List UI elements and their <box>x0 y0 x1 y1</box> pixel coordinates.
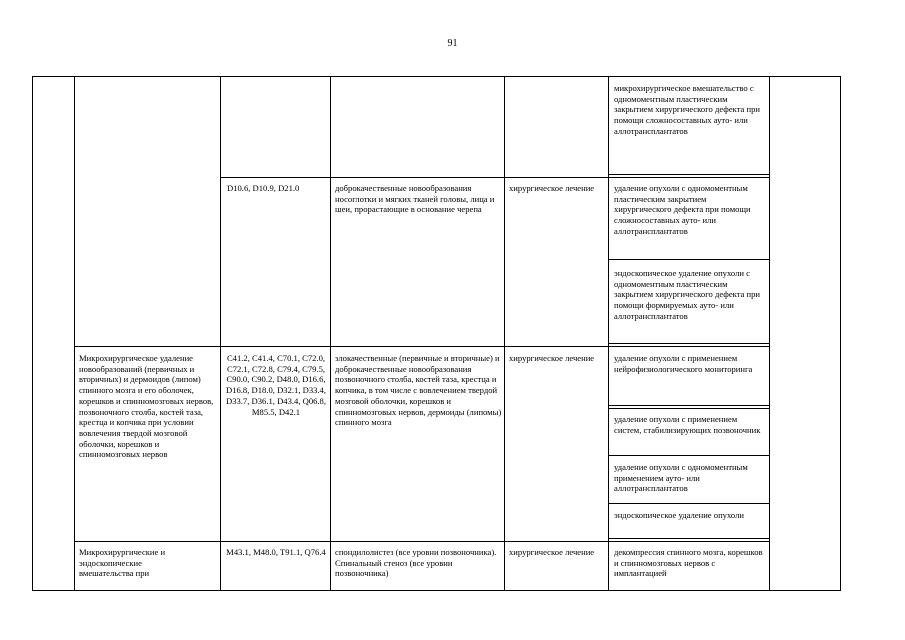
table-border-top <box>32 76 840 77</box>
patient-model-cell: доброкачественные новообразования носоглотки и мягких тканей головы, лица и шеи, прорастающие в основание черепа <box>335 183 495 215</box>
treatment-type-cell: хирургическое лечение <box>509 183 595 193</box>
row-divider <box>608 455 769 456</box>
method-cell: микрохирургическое вмешательство с одномоментным пластическим закрытием хирургического дефекта при помощи сложносоставных ауто- или аллотрансплантатов <box>614 83 761 136</box>
column-divider <box>504 76 505 591</box>
row-divider <box>608 259 769 260</box>
method-cell: удаление опухоли с применением нейрофизиологического мониторинга <box>614 353 753 374</box>
method-cell: эндоскопическое удаление опухоли с одномоментным пластическим закрытием хирургического дефекта при помощи формируемых ауто- или аллотрансплантатов <box>614 268 761 321</box>
icd-codes-cell: C41.2, C41.4, C70.1, C72.0, C72.1, C72.8, C79.4, C79.5, C90.0, C90.2, D48.0, D16.6, D16.8, D18.0, D32.1, D33.4, D33.7, D36.1, D43.4, Q06.8, M85.5, D42.1 <box>225 353 327 417</box>
column-divider <box>769 76 770 591</box>
table-border-bottom <box>32 590 840 591</box>
row-divider <box>220 177 769 178</box>
treatment-type-cell: хирургическое лечение <box>509 353 595 363</box>
page-number: 91 <box>447 38 458 49</box>
row-divider <box>608 503 769 504</box>
icd-codes-cell: M43.1, M48.0, T91.1, Q76.4 <box>226 547 326 557</box>
row-divider <box>608 343 769 344</box>
column-divider <box>74 76 75 591</box>
column-divider <box>220 76 221 591</box>
intervention-name-cell: Микрохирургические и эндоскопические вмешательства при <box>79 547 166 579</box>
patient-model-cell: спондилолистез (все уровни позвоночника). Спинальный стеноз (все уровни позвоночника) <box>335 547 497 579</box>
row-divider <box>608 538 769 539</box>
column-divider <box>32 76 33 591</box>
row-divider <box>74 541 769 542</box>
row-divider <box>608 408 769 409</box>
column-divider <box>330 76 331 591</box>
intervention-name-cell: Микрохирургическое удаление новообразований (первичных и вторичных) и дермоидов (липом) спинного мозга и его оболочек, корешков и спинномозговых нервов, позвоночного столба, костей таза, крестца и копчика при условии вовлечения твердой мозговой оболочки, корешков и спинномозговых нервов <box>79 353 214 460</box>
row-divider <box>74 346 769 347</box>
patient-model-cell: злокачественные (первичные и вторичные) и доброкачественные новообразования позвоночного столба, костей таза, крестца и копчика, в том числе с вовлечением твердой мозговой оболочки, корешков и спинномозговых нервов, дермоиды (липомы) спинного мозга <box>335 353 502 428</box>
icd-codes-cell: D10.6, D10.9, D21.0 <box>227 183 300 193</box>
row-divider <box>608 174 769 175</box>
method-cell: удаление опухоли с одномоментным пластическим закрытием хирургического дефекта при помощи сложносоставных ауто- или аллотрансплантатов <box>614 183 751 236</box>
method-cell: эндоскопическое удаление опухоли <box>614 510 745 520</box>
column-divider <box>840 76 841 591</box>
method-cell: удаление опухоли с одномоментным применением ауто- или аллотрансплантатов <box>614 462 748 494</box>
column-divider <box>608 76 609 591</box>
method-cell: удаление опухоли с применением систем, стабилизирующих позвоночник <box>614 414 761 435</box>
treatment-type-cell: хирургическое лечение <box>509 547 595 557</box>
row-divider <box>608 405 769 406</box>
method-cell: декомпрессия спинного мозга, корешков и спинномозговых нервов с имплантацией <box>614 547 763 579</box>
